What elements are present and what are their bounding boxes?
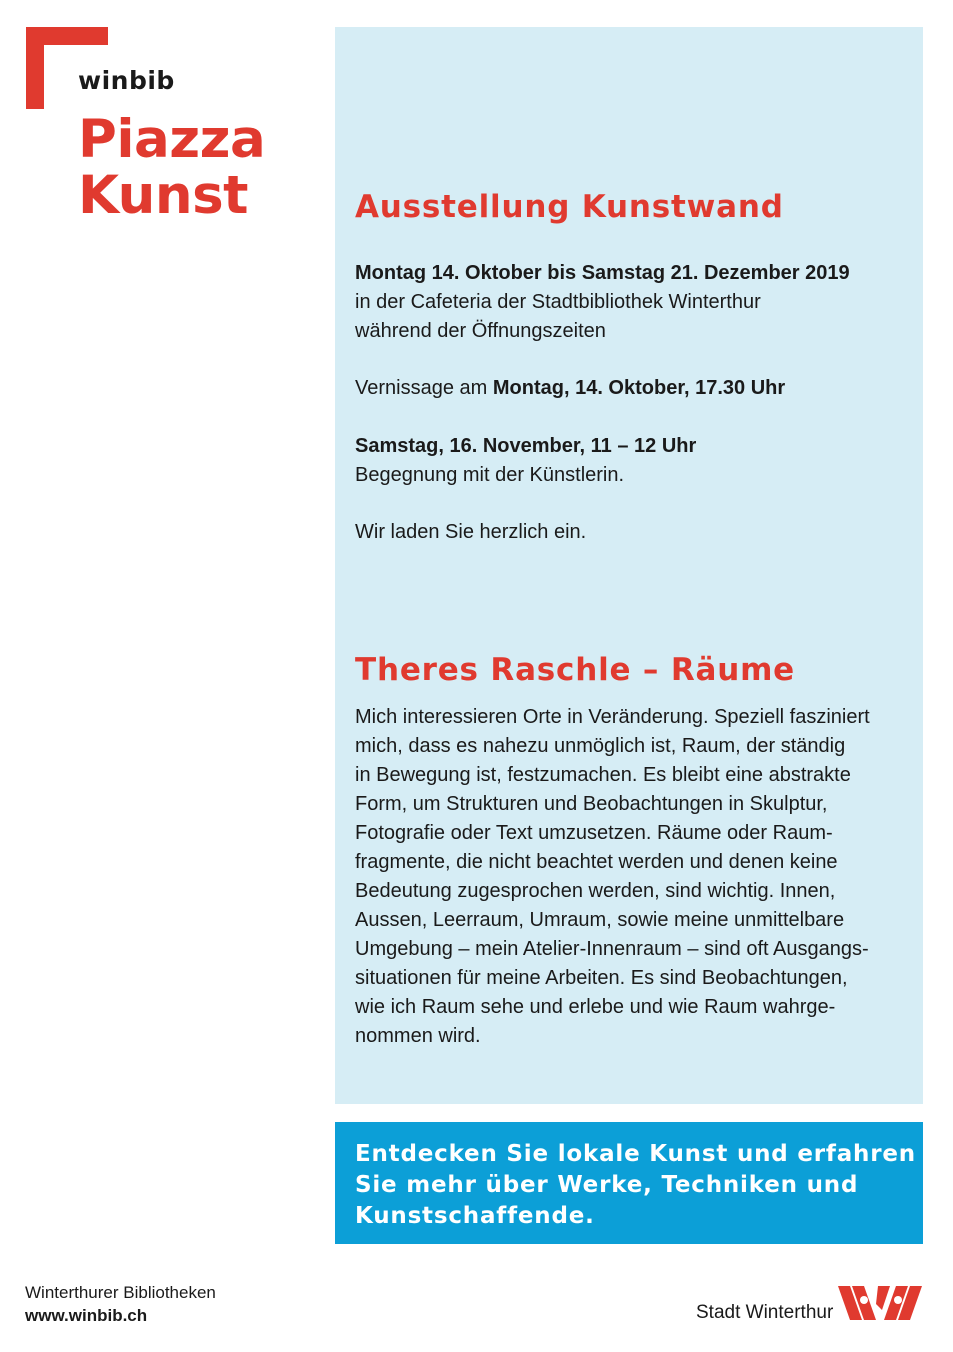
title-line-2: Kunst: [78, 165, 248, 226]
statement-line: Aussen, Leerraum, Umraum, sowie meine unmittelbare: [355, 909, 845, 931]
callout-line: Entdecken Sie lokale Kunst und erfahren: [355, 1141, 916, 1167]
statement-line: Umgebung – mein Atelier-Innenraum – sind oft Ausgangs-: [355, 938, 869, 960]
statement-line: wie ich Raum sehe und erlebe und wie Raum wahrge-: [355, 996, 836, 1018]
winterthur-crest-icon: [838, 1284, 924, 1322]
vernissage-date: Montag, 14. Oktober, 17.30 Uhr: [492, 377, 786, 399]
exhibition-dates: [355, 259, 915, 346]
callout-text: [355, 1139, 915, 1232]
brand-name: winbib: [78, 66, 175, 95]
city-name: Stadt Winterthur: [696, 1302, 834, 1323]
section1-heading: Ausstellung Kunstwand: [355, 189, 784, 225]
footer-organization: Winterthurer Bibliotheken: [25, 1283, 216, 1302]
statement-line: Mich interessieren Orte in Veränderung. Speziell fasziniert: [355, 706, 870, 728]
page-title: [78, 109, 266, 226]
vernissage-prefix: Vernissage am: [355, 377, 493, 399]
invitation: Wir laden Sie herzlich ein.: [355, 521, 587, 543]
title-line-1: Piazza: [78, 109, 266, 170]
section2-heading: Theres Raschle – Räume: [355, 652, 796, 688]
artist-meeting: [355, 432, 915, 490]
meeting-date: Samstag, 16. November, 11 – 12 Uhr: [355, 435, 697, 457]
statement-line: Fotografie oder Text umzusetzen. Räume oder Raum-: [355, 822, 833, 844]
statement-line: Bedeutung zugesprochen werden, sind wichtig. Innen,: [355, 880, 836, 902]
statement-line: mich, dass es nahezu unmöglich ist, Raum, der ständig: [355, 735, 846, 757]
vernissage: [355, 374, 915, 403]
statement-line: situationen für meine Arbeiten. Es sind Beobachtungen,: [355, 967, 848, 989]
statement-line: nommen wird.: [355, 1025, 481, 1047]
meeting-text: Begegnung mit der Künstlerin.: [355, 464, 625, 486]
location-line-2: während der Öffnungszeiten: [355, 320, 606, 342]
location-line-1: in der Cafeteria der Stadtbibliothek Winterthur: [355, 291, 761, 313]
artist-statement: [355, 703, 915, 1051]
statement-line: in Bewegung ist, festzumachen. Es bleibt eine abstrakte: [355, 764, 851, 786]
statement-line: fragmente, die nicht beachtet werden und denen keine: [355, 851, 838, 873]
callout-line: Sie mehr über Werke, Techniken und: [355, 1172, 859, 1198]
date-range: Montag 14. Oktober bis Samstag 21. Dezember 2019: [355, 262, 850, 284]
footer-url[interactable]: www.winbib.ch: [25, 1306, 148, 1325]
statement-line: Form, um Strukturen und Beobachtungen in Skulptur,: [355, 793, 828, 815]
callout-line: Kunstschaffende.: [355, 1203, 595, 1229]
